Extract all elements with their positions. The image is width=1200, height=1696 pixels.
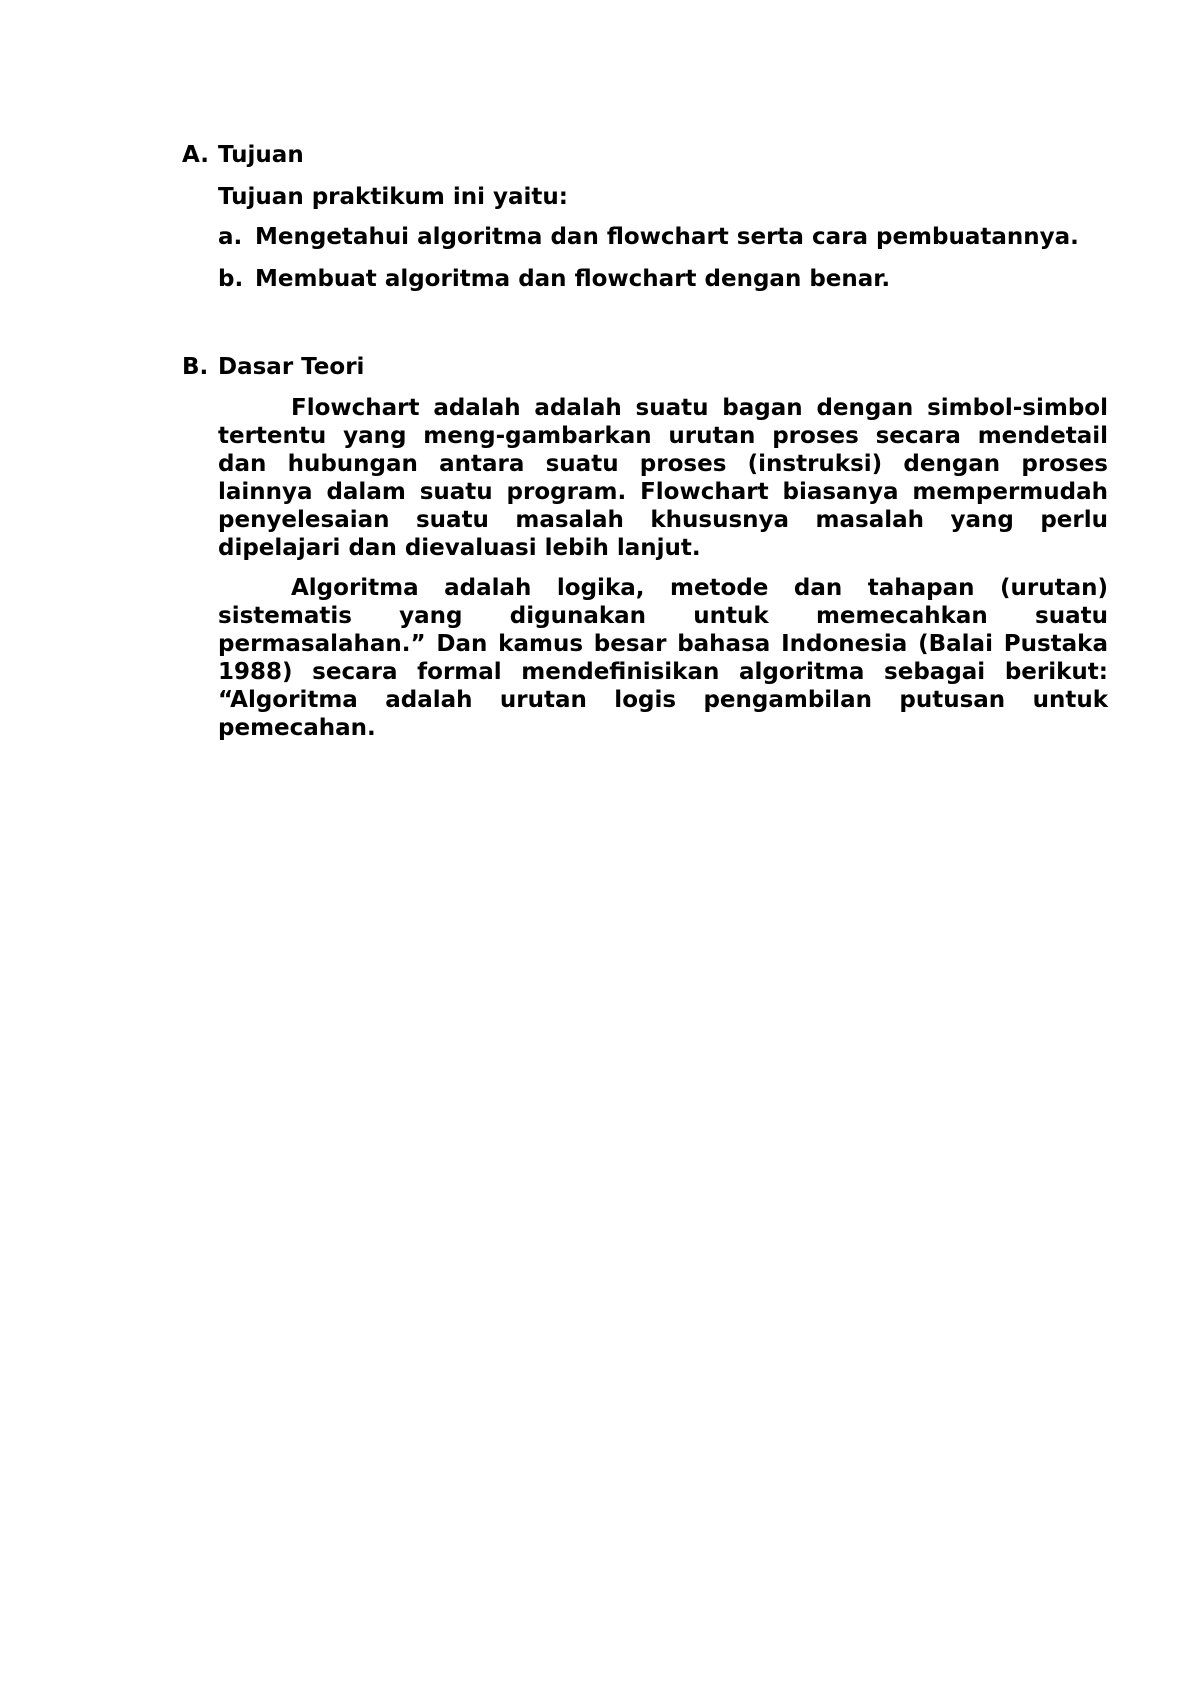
section-letter: A. [182,142,209,168]
list-item [218,222,1108,252]
intro-text: Tujuan praktikum ini yaitu: [218,184,568,210]
list-item-text: Mengetahui algoritma dan flowchart serta cara pembuatannya. [255,224,1079,250]
objective-list [218,222,1108,294]
paragraph-algoritma: Algoritma adalah logika, metode dan tahapan (urutan) sistematis yang digunakan untuk memecahkan suatu permasalahan.” Dan kamus besar bahasa Indonesia (Balai Pustaka 1988) secara formal mendefinisikan algoritma sebagai berikut: “Algoritma adalah urutan logis pengambilan putusan untuk pemecahan. [218,575,1108,741]
paragraph-flowchart: Flowchart adalah adalah suatu bagan dengan simbol-simbol tertentu yang meng-gambarkan urutan proses secara mendetail dan hubungan antara suatu proses (instruksi) dengan proses lainnya dalam suatu program. Flowchart biasanya mempermudah penyelesaian suatu masalah khususnya masalah yang perlu dipelajari dan dievaluasi lebih lanjut. [218,395,1108,561]
list-item [218,264,1108,294]
section-heading [182,352,1108,382]
section-content [218,394,1108,742]
section-title: Dasar Teori [218,354,365,380]
section-content [218,182,1108,294]
section-title: Tujuan [218,142,304,168]
section-heading [182,140,1108,170]
list-item-text: Membuat algoritma dan flowchart dengan benar. [255,266,891,292]
list-marker: a. [218,224,243,250]
section-tujuan [182,140,1108,306]
section-letter: B. [182,354,209,380]
list-marker: b. [218,266,244,292]
section-dasar-teori [182,352,1108,742]
